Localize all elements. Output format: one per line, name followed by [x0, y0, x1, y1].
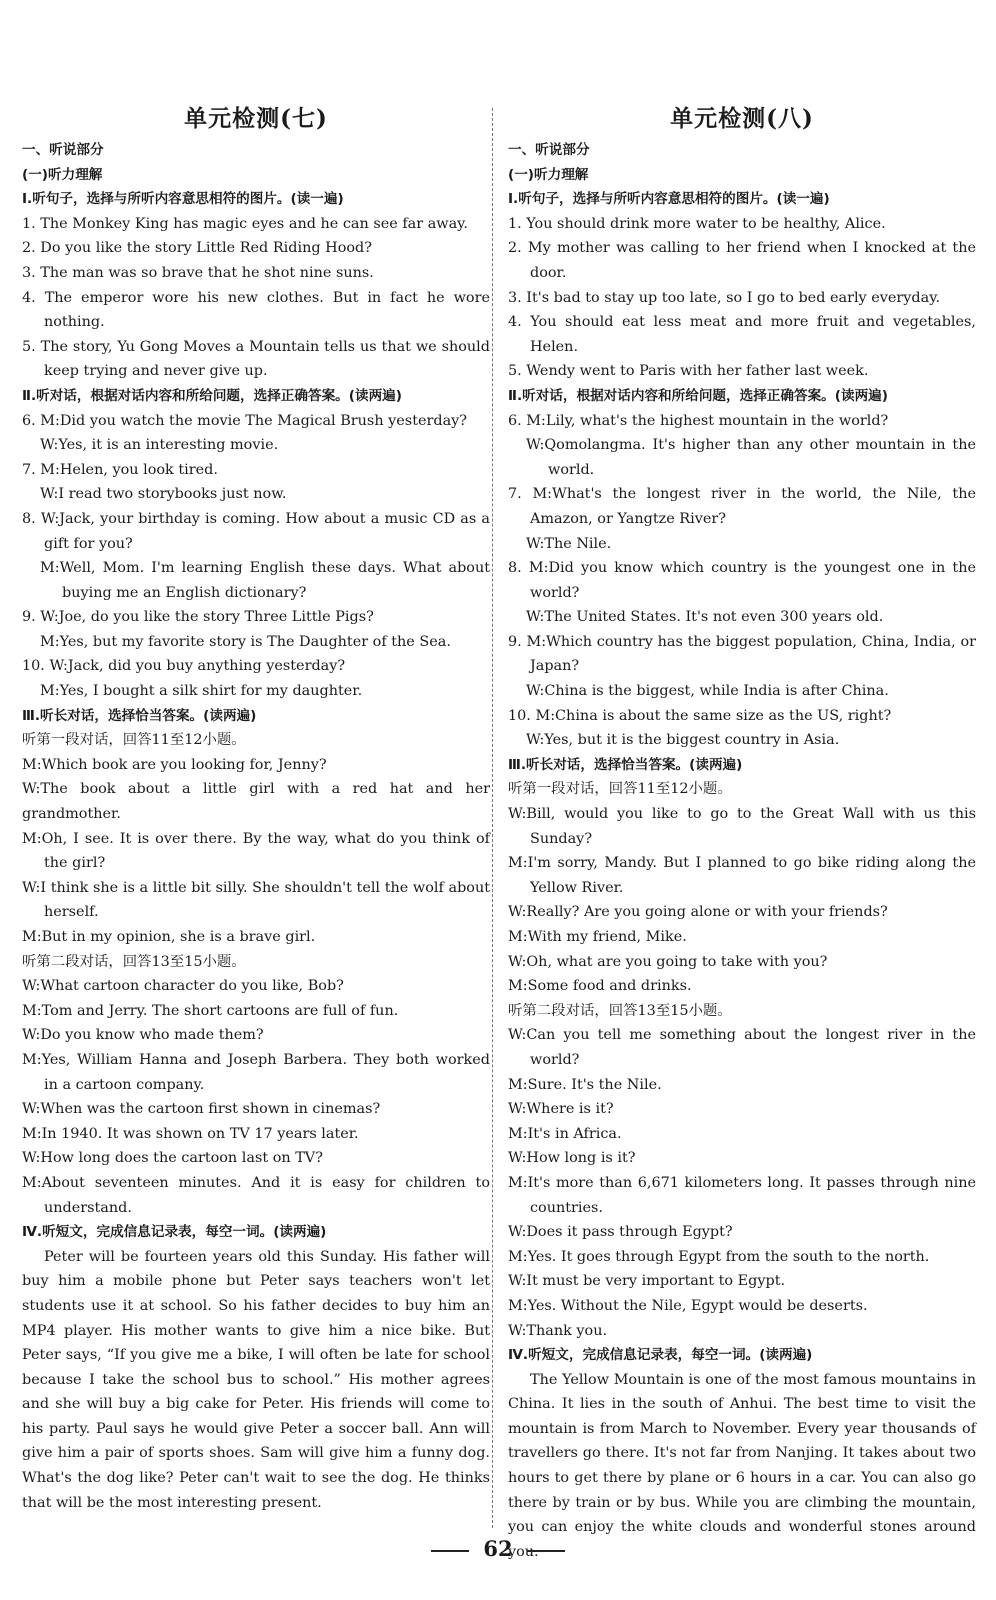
section-heading: Ⅱ.听对话，根据对话内容和所给问题，选择正确答案。(读两遍) [508, 387, 888, 404]
text-line: M:About seventeen minutes. And it is easy for children to understand. [22, 1174, 490, 1216]
text-line: 5. Wendy went to Paris with her father last week. [508, 363, 869, 380]
text-line: W:Really? Are you going alone or with your friends? [508, 904, 888, 921]
text-line: W:China is the biggest, while India is after China. [526, 683, 889, 700]
unit-test-7-title: 单元检测(七) [184, 105, 328, 132]
text-line: M:Oh, I see. It is over there. By the way, what do you think of the girl? [22, 830, 490, 872]
text-line: M:Well, Mom. I'm learning English these days. What about buying me an English dictionary? [40, 560, 490, 601]
text-line: W:I read two storybooks just now. [40, 486, 287, 503]
section-heading: Ⅰ.听句子，选择与所听内容意思相符的图片。(读一遍) [22, 191, 344, 208]
text-line: W:The United States. It's not even 300 years old. [526, 609, 884, 626]
page-number-dash-left [431, 1550, 469, 1552]
unit-test-8-body [508, 138, 976, 1564]
section-heading: 一、听说部分 [22, 142, 104, 158]
text-line: W:Yes, it is an interesting movie. [40, 437, 279, 454]
text-line: M:Yes, but my favorite story is The Daughter of the Sea. [40, 633, 451, 650]
text-line: W:What cartoon character do you like, Bob? [22, 978, 344, 995]
text-line: 听第二段对话，回答13至15小题。 [22, 953, 246, 970]
text-line: 6. M:Lily, what's the highest mountain in the world? [508, 412, 889, 429]
text-line: W:Bill, would you like to go to the Great Wall with us this Sunday? [508, 806, 976, 847]
section-heading: (一)听力理解 [22, 166, 103, 183]
text-line: W:How long does the cartoon last on TV? [22, 1150, 323, 1167]
text-line: W:I think she is a little bit silly. She shouldn't tell the wolf about herself. [22, 879, 490, 921]
page-number-dash-right [527, 1550, 565, 1552]
text-line: 7. M:What's the longest river in the world, the Nile, the Amazon, or Yangtze River? [508, 486, 976, 527]
text-line: 4. The emperor wore his new clothes. But in fact he wore nothing. [22, 289, 490, 331]
text-line: 7. M:Helen, you look tired. [22, 461, 218, 478]
text-line: 听第一段对话，回答11至12小题。 [22, 732, 246, 749]
right-column [508, 102, 976, 1564]
text-line: 9. W:Joe, do you like the story Three Little Pigs? [22, 609, 374, 626]
text-line: W:Where is it? [508, 1101, 614, 1118]
text-line: 8. W:Jack, your birthday is coming. How about a music CD as a gift for you? [22, 510, 490, 552]
text-line: W:It must be very important to Egypt. [508, 1273, 786, 1290]
text-line: Peter will be fourteen years old this Sunday. His father will buy him a mobile phone but Peter says teachers won't let students use it at school. So his father decides to buy him an MP4 player. His mother wants to give him a nice bike. But Peter says, “If you give me a bike, I will often be late for school because I take the school bus to school.” His mother agrees and she will buy a big cake for Peter. His friends will come to his party. Paul says he would give Peter a soccer ball. Ann will give him a pair of sports shoes. Sam will give him a funny dog. What's the dog like? Peter can't wait to see the dog. He thinks that will be the most interesting present. [22, 1248, 490, 1511]
text-line: W:Oh, what are you going to take with you? [508, 953, 828, 970]
text-line: 3. It's bad to stay up too late, so I go to bed early everyday. [508, 289, 941, 306]
text-line: W:Yes, but it is the biggest country in Asia. [526, 732, 840, 749]
text-line: M:Which book are you looking for, Jenny? [22, 756, 327, 773]
section-heading: Ⅲ.听长对话，选择恰当答案。(读两遍) [508, 756, 743, 773]
unit-test-8-title: 单元检测(八) [670, 105, 814, 132]
text-line: W:Thank you. [508, 1322, 608, 1339]
text-line: 8. M:Did you know which country is the youngest one in the world? [508, 560, 976, 601]
text-line: M:Some food and drinks. [508, 978, 692, 995]
section-heading: Ⅲ.听长对话，选择恰当答案。(读两遍) [22, 707, 257, 724]
text-line: 1. You should drink more water to be healthy, Alice. [508, 215, 886, 232]
text-line: 5. The story, Yu Gong Moves a Mountain tells us that we should keep trying and never give up. [22, 338, 490, 380]
column-divider [492, 108, 493, 1528]
text-line: 2. Do you like the story Little Red Riding Hood? [22, 240, 372, 257]
text-line: W:How long is it? [508, 1150, 636, 1167]
text-line: M:Yes, I bought a silk shirt for my daughter. [40, 683, 363, 700]
text-line: The Yellow Mountain is one of the most famous mountains in China. It lies in the south of Anhui. The best time to visit the mountain is from March to November. Every year thousands of travellers go there. It's not far from Nanjing. It takes about two hours to get there by plane or 6 hours in a car. You can also go there by train or by bus. While you are climbing the mountain, you can enjoy the white clouds and wonderful stones around you. [508, 1371, 976, 1560]
text-line: W:Qomolangma. It's higher than any other mountain in the world. [526, 437, 976, 478]
left-column [22, 102, 490, 1515]
text-line: M:In 1940. It was shown on TV 17 years later. [22, 1125, 359, 1142]
section-heading: Ⅰ.听句子，选择与所听内容意思相符的图片。(读一遍) [508, 191, 830, 208]
section-heading: 一、听说部分 [508, 142, 590, 158]
text-line: M:Yes. It goes through Egypt from the south to the north. [508, 1248, 930, 1265]
text-line: 10. W:Jack, did you buy anything yesterday? [22, 658, 346, 675]
section-heading: (一)听力理解 [508, 166, 589, 183]
text-line: 听第二段对话，回答13至15小题。 [508, 1002, 732, 1019]
text-line: M:I'm sorry, Mandy. But I planned to go bike riding along the Yellow River. [508, 855, 976, 896]
text-line: W:Do you know who made them? [22, 1027, 264, 1044]
text-line: M:With my friend, Mike. [508, 929, 687, 945]
text-line: M:Sure. It's the Nile. [508, 1076, 662, 1093]
text-line: M:It's in Africa. [508, 1125, 622, 1142]
text-line: M:Yes. Without the Nile, Egypt would be deserts. [508, 1297, 868, 1314]
section-heading: Ⅱ.听对话，根据对话内容和所给问题，选择正确答案。(读两遍) [22, 387, 402, 404]
text-line: 1. The Monkey King has magic eyes and he can see far away. [22, 215, 468, 232]
text-line: 听第一段对话，回答11至12小题。 [508, 781, 732, 798]
text-line: M:Yes, William Hanna and Joseph Barbera. They both worked in a cartoon company. [22, 1051, 490, 1093]
text-line: 2. My mother was calling to her friend when I knocked at the door. [508, 240, 976, 281]
text-line: W:The Nile. [526, 535, 612, 552]
page-number [0, 1536, 996, 1561]
text-line: 6. M:Did you watch the movie The Magical Brush yesterday? [22, 412, 468, 429]
text-line: 3. The man was so brave that he shot nine suns. [22, 264, 374, 281]
section-heading: Ⅳ.听短文，完成信息记录表，每空一词。(读两遍) [22, 1224, 327, 1241]
section-heading: Ⅳ.听短文，完成信息记录表，每空一词。(读两遍) [508, 1347, 813, 1364]
text-line: W:Does it pass through Egypt? [508, 1224, 733, 1241]
text-line: W:The book about a little girl with a red hat and her grandmother. [22, 781, 490, 823]
text-line: 9. M:Which country has the biggest population, China, India, or Japan? [508, 633, 976, 675]
unit-test-7-body [22, 138, 490, 1515]
text-line: 10. M:China is about the same size as the US, right? [508, 707, 892, 724]
text-line: M:Tom and Jerry. The short cartoons are full of fun. [22, 1002, 399, 1019]
text-line: M:But in my opinion, she is a brave girl. [22, 929, 316, 945]
text-line: W:Can you tell me something about the longest river in the world? [508, 1027, 976, 1068]
text-line: 4. You should eat less meat and more fruit and vegetables, Helen. [508, 314, 976, 355]
text-line: W:When was the cartoon first shown in cinemas? [22, 1101, 381, 1118]
text-line: M:It's more than 6,671 kilometers long. It passes through nine countries. [508, 1174, 976, 1216]
page-number-text: 62 [483, 1536, 513, 1561]
